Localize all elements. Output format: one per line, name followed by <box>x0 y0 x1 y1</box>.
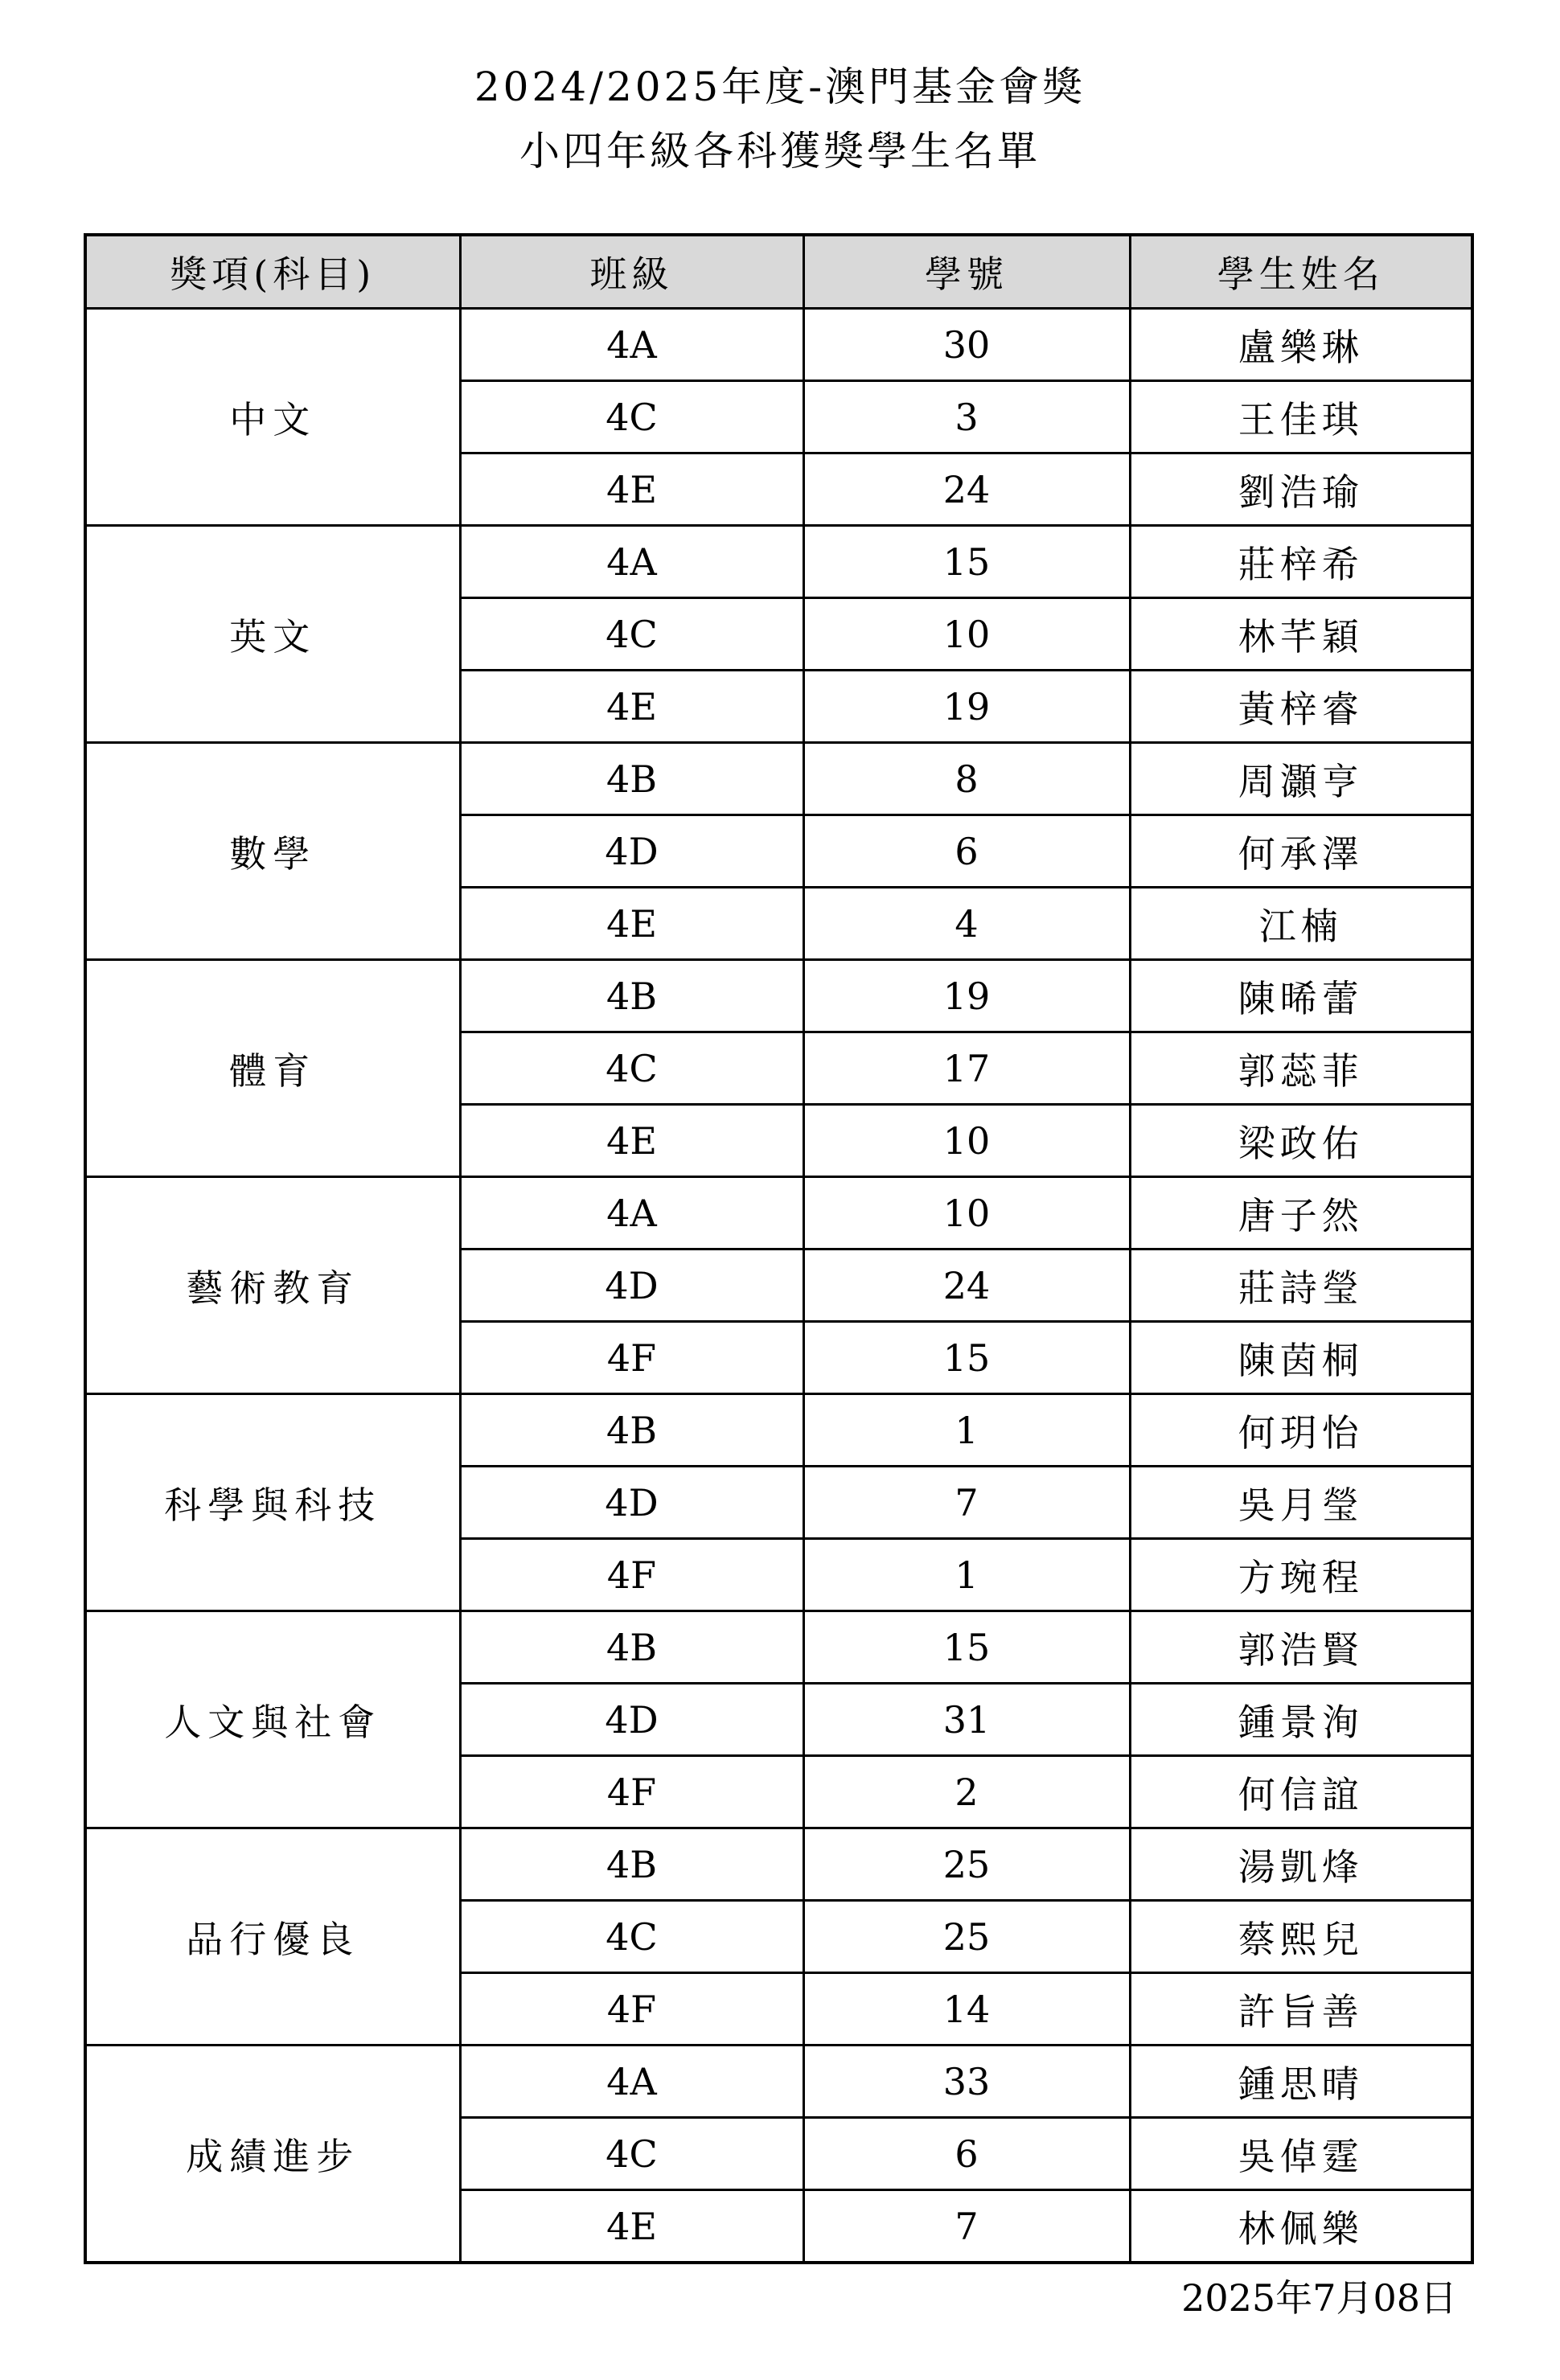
class-cell: 4E <box>460 1105 803 1177</box>
student-name-cell: 湯凱烽 <box>1130 1828 1472 1901</box>
student-name-cell: 盧樂琳 <box>1130 309 1472 381</box>
document-subtitle: 小四年級各科獲獎學生名單 <box>519 128 1041 174</box>
student-name-cell: 莊詩瑩 <box>1130 1250 1472 1322</box>
class-cell: 4C <box>460 598 803 671</box>
student-number-cell: 1 <box>803 1394 1130 1467</box>
header-student-name: 學生姓名 <box>1130 235 1472 309</box>
class-cell: 4E <box>460 671 803 743</box>
award-subject: 體育 <box>85 960 460 1177</box>
class-cell: 4C <box>460 1032 803 1105</box>
student-number-cell: 3 <box>803 381 1130 453</box>
student-name-cell: 郭浩賢 <box>1130 1611 1472 1684</box>
student-number-cell: 15 <box>803 526 1130 598</box>
student-name-cell: 劉浩瑜 <box>1130 453 1472 526</box>
student-name-cell: 梁政佑 <box>1130 1105 1472 1177</box>
class-cell: 4F <box>460 1973 803 2046</box>
student-name-cell: 唐子然 <box>1130 1177 1472 1250</box>
student-number-cell: 6 <box>803 2118 1130 2190</box>
student-name-cell: 方琬程 <box>1130 1539 1472 1611</box>
student-name-cell: 林佩樂 <box>1130 2190 1472 2263</box>
awards-table <box>84 233 1474 2264</box>
class-cell: 4E <box>460 2190 803 2263</box>
student-name-cell: 王佳琪 <box>1130 381 1472 453</box>
document-date: 2025年7月08日 <box>1181 2276 1457 2320</box>
student-number-cell: 8 <box>803 743 1130 815</box>
class-cell: 4D <box>460 1250 803 1322</box>
class-cell: 4B <box>460 960 803 1032</box>
table-row <box>85 743 1472 815</box>
class-cell: 4A <box>460 309 803 381</box>
class-cell: 4C <box>460 381 803 453</box>
student-number-cell: 19 <box>803 671 1130 743</box>
student-number-cell: 30 <box>803 309 1130 381</box>
class-cell: 4B <box>460 1828 803 1901</box>
table-row <box>85 1828 1472 1901</box>
class-cell: 4D <box>460 1467 803 1539</box>
table-row <box>85 2046 1472 2118</box>
student-name-cell: 陳茵桐 <box>1130 1322 1472 1394</box>
class-cell: 4E <box>460 888 803 960</box>
header-class: 班級 <box>460 235 803 309</box>
award-subject: 人文與社會 <box>85 1611 460 1828</box>
student-name-cell: 吳月瑩 <box>1130 1467 1472 1539</box>
class-cell: 4C <box>460 1901 803 1973</box>
student-number-cell: 15 <box>803 1611 1130 1684</box>
student-number-cell: 19 <box>803 960 1130 1032</box>
class-cell: 4A <box>460 1177 803 1250</box>
header-award-subject: 獎項(科目) <box>85 235 460 309</box>
class-cell: 4F <box>460 1322 803 1394</box>
student-number-cell: 6 <box>803 815 1130 888</box>
student-name-cell: 郭蕊菲 <box>1130 1032 1472 1105</box>
student-name-cell: 江楠 <box>1130 888 1472 960</box>
class-cell: 4D <box>460 815 803 888</box>
student-name-cell: 何信誼 <box>1130 1756 1472 1828</box>
class-cell: 4A <box>460 526 803 598</box>
award-subject: 英文 <box>85 526 460 743</box>
student-name-cell: 陳晞蕾 <box>1130 960 1472 1032</box>
student-number-cell: 10 <box>803 1177 1130 1250</box>
class-cell: 4F <box>460 1756 803 1828</box>
header-student-number: 學號 <box>803 235 1130 309</box>
student-name-cell: 蔡熙兒 <box>1130 1901 1472 1973</box>
student-number-cell: 1 <box>803 1539 1130 1611</box>
student-name-cell: 莊梓希 <box>1130 526 1472 598</box>
student-number-cell: 7 <box>803 1467 1130 1539</box>
awards-body <box>85 309 1472 2263</box>
award-subject: 中文 <box>85 309 460 526</box>
student-number-cell: 33 <box>803 2046 1130 2118</box>
class-cell: 4B <box>460 1394 803 1467</box>
student-name-cell: 何玥怡 <box>1130 1394 1472 1467</box>
student-number-cell: 24 <box>803 1250 1130 1322</box>
student-name-cell: 何承澤 <box>1130 815 1472 888</box>
student-number-cell: 24 <box>803 453 1130 526</box>
class-cell: 4B <box>460 1611 803 1684</box>
table-row <box>85 1177 1472 1250</box>
student-number-cell: 4 <box>803 888 1130 960</box>
student-number-cell: 10 <box>803 1105 1130 1177</box>
student-number-cell: 2 <box>803 1756 1130 1828</box>
student-name-cell: 黃梓睿 <box>1130 671 1472 743</box>
table-row <box>85 526 1472 598</box>
table-row <box>85 1611 1472 1684</box>
student-name-cell: 鍾景洵 <box>1130 1684 1472 1756</box>
class-cell: 4C <box>460 2118 803 2190</box>
header-row <box>85 235 1472 309</box>
award-subject: 數學 <box>85 743 460 960</box>
class-cell: 4E <box>460 453 803 526</box>
student-number-cell: 25 <box>803 1901 1130 1973</box>
award-subject: 成績進步 <box>85 2046 460 2263</box>
class-cell: 4B <box>460 743 803 815</box>
student-name-cell: 吳倬霆 <box>1130 2118 1472 2190</box>
class-cell: 4D <box>460 1684 803 1756</box>
student-number-cell: 15 <box>803 1322 1130 1394</box>
table-row <box>85 960 1472 1032</box>
table-row <box>85 1394 1472 1467</box>
student-name-cell: 鍾思晴 <box>1130 2046 1472 2118</box>
award-subject: 科學與科技 <box>85 1394 460 1611</box>
student-number-cell: 31 <box>803 1684 1130 1756</box>
class-cell: 4A <box>460 2046 803 2118</box>
document-title: 2024/2025年度-澳門基金會獎 <box>474 64 1086 110</box>
class-cell: 4F <box>460 1539 803 1611</box>
student-name-cell: 林芊穎 <box>1130 598 1472 671</box>
student-name-cell: 周灝亨 <box>1130 743 1472 815</box>
student-number-cell: 7 <box>803 2190 1130 2263</box>
student-number-cell: 10 <box>803 598 1130 671</box>
student-number-cell: 14 <box>803 1973 1130 2046</box>
student-number-cell: 25 <box>803 1828 1130 1901</box>
student-name-cell: 許旨善 <box>1130 1973 1472 2046</box>
award-subject: 品行優良 <box>85 1828 460 2046</box>
student-number-cell: 17 <box>803 1032 1130 1105</box>
award-subject: 藝術教育 <box>85 1177 460 1394</box>
table-row <box>85 309 1472 381</box>
